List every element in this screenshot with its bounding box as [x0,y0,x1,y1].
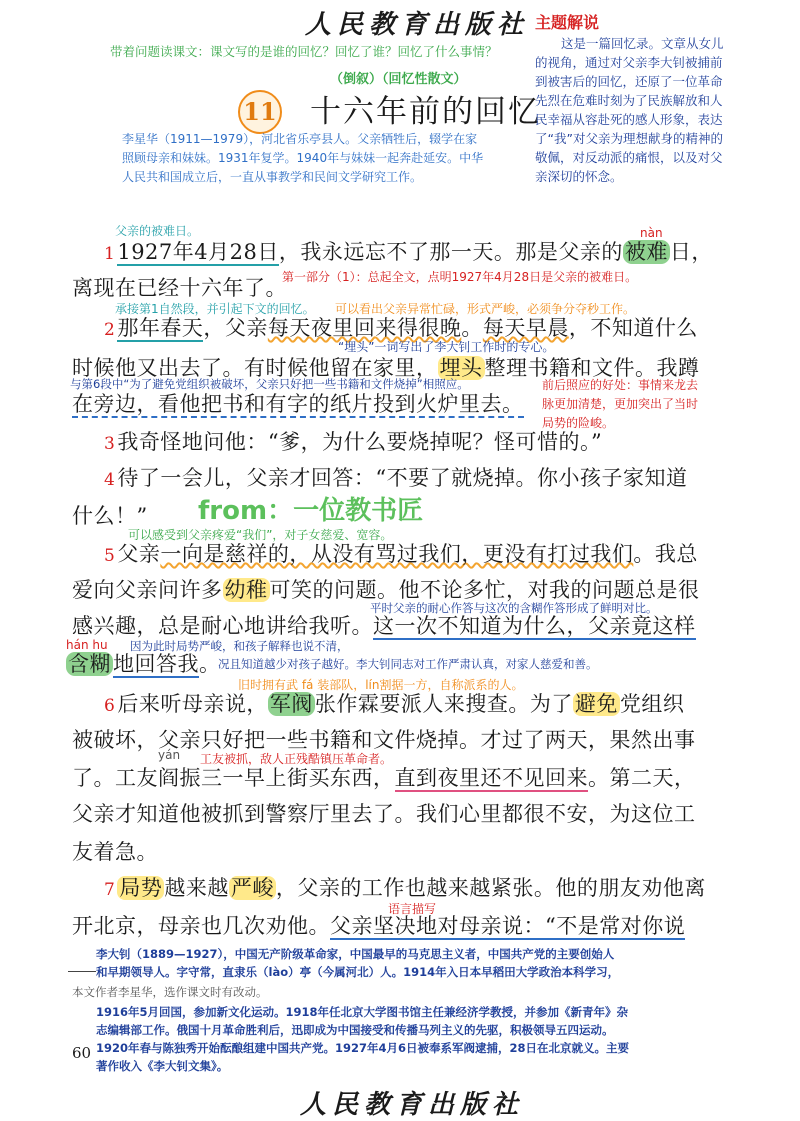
keyword-hanhu: 含糊 [68,652,111,676]
paragraph-number: 3 [104,434,116,454]
annotation-loving-father: 可以感受到父亲疼爱“我们”，对子女慈爱、宽容。 [128,528,393,542]
paragraph-5-line-1 [104,538,698,568]
footnote-line: 1920年春与陈独秀开始酝酿组建中国共产党。1927年4月6日被奉系军阀逮捕，28日在北京就义。主要 [96,1041,630,1055]
text-span: 可笑的问题。他不论多忙，对我的问题总是很 [269,578,700,602]
pinyin-hanhu: hán hu [66,638,108,652]
footnote-divider [68,971,96,972]
annotation-warlord: 旧时拥有武 fá 装部队，lín割据一方，自称派系的人。 [238,678,524,692]
text-span: 在旁边，看他把书和有字的纸片投到火炉里去。 [72,392,524,416]
theme-line: 到被害后的回忆，还原了一位革命 [535,74,723,89]
text-span: 。第二天， [588,766,696,790]
text-span: 日， [669,240,713,264]
footnote-line: 李大钊（1889—1927），中国无产阶级革命家，中国最早的马克思主义者，中国共产党的主要创始人 [96,947,615,961]
paragraph-6-line-5: 友着急。 [72,840,158,864]
text-span: 父亲坚决地对母亲说：“不是常对你说 [330,914,686,938]
paragraph-1-line-2: 离现在已经十六年了。 [72,276,287,300]
keyword-youzhi: 幼稚 [224,578,268,602]
lesson-number-badge [238,90,282,134]
footnote-line: 著作收入《李大钊文集》。 [96,1059,229,1073]
theme-line: 民幸福从容赴死的感人形象，表达 [535,112,723,127]
paragraph-number: 6 [104,696,116,716]
lesson-number: 11 [243,97,277,126]
footnote-line: 和早期领导人。字守常，直隶乐（lào）亭（今属河北）人。1914年入日本早稻田大学政治本科学习， [96,965,620,979]
text-span: ，父亲 [203,316,268,340]
paragraph-number: 2 [104,320,116,340]
annotation-reason-2: 况且知道越少对孩子越好。李大钊同志对工作严肃认真，对家人慈爱和善。 [218,657,598,671]
text-span: 。我总 [633,542,698,566]
author-intro-line: 照顾母亲和妹妹。1931年复学。1940年与妹妹一起奔赴延安。中华 [122,151,484,165]
annotation-transition: 承接第1自然段，并引起下文的回忆。 [115,302,315,316]
paragraph-number: 1 [104,244,116,264]
annotation-echo-benefit [542,376,698,433]
author-intro [122,130,483,187]
text-span: 每天早晨 [482,316,569,340]
text-span: ，不知道什么 [568,316,698,340]
text-span: 一向是慈祥的，从没有骂过我们，更没有打过我们 [160,542,634,566]
paragraph-6-line-4: 父亲才知道他被抓到警察厅里去了。我们心里都很不安，为这位工 [72,802,696,826]
annotation-line: 前后照应的好处：事情来龙去 [542,378,699,392]
keyword-bei-nan: 被难 [624,240,668,264]
annotation-line: 局势的险峻。 [542,416,615,430]
theme-line: 的视角，通过对父亲李大钊被捕前 [535,55,723,70]
keyword-maitou: 埋头 [439,356,483,380]
paragraph-7-line-1 [104,872,706,902]
paragraph-5-line-4 [66,648,221,678]
text-span: 每天夜里回来得很晚 [267,316,462,340]
annotation-echo: 与第6段中“为了避免党组织被破坏，父亲只好把一些书籍和文件烧掉”相照应。 [70,377,469,391]
text-span: 了。工友阎振三一早上街买东西， [72,766,395,790]
keyword-jushi: 局势 [119,876,163,900]
text-span: 感兴趣，总是耐心地讲给我听。 [72,614,373,638]
text-span: 整理书籍和文件。我蹲 [484,356,700,380]
annotation-part-one: 第一部分（1）：总起全文，点明1927年4月28日是父亲的被难日。 [282,270,638,284]
paragraph-5-line-3 [72,610,696,640]
text-span: 我奇怪地问他：“爹，为什么要烧掉呢？怪可惜的。” [117,430,603,454]
paragraph-4-line-2: 什么！” [72,504,148,528]
annotation-contrast: 平时父亲的耐心作答与这次的含糊作答形成了鲜明对比。 [370,601,658,615]
genre-note: （倒叙）（回忆性散文） [330,72,467,87]
theme-text [535,34,724,186]
annotation-maitou: “埋头”一词写出了李大钊工作时的专心。 [338,340,555,354]
theme-line: 这是一篇回忆录。文章从女儿 [561,36,724,51]
text-span: 。 [199,652,221,676]
annotation-worker-arrested: 工友被抓，敌人正残酷镇压革命者。 [200,752,393,766]
footnote-line: 1916年5月回国，参加新文化运动。1918年任北京大学图书馆主任兼经济学教授，并参加《新青年》杂 [96,1005,629,1019]
keyword-junfa: 军阀 [269,692,313,716]
paragraph-6-line-2: 被破坏，父亲只好把一些书籍和文件烧掉。才过了两天，果然出事 [72,728,696,752]
text-span: 待了一会儿，父亲才回答：“不要了就烧掉。你小孩子家知道 [117,466,688,490]
keyword-yanjun: 严峻 [230,876,274,900]
paragraph-6-line-3 [72,762,696,792]
text-span: 时候他又出去了。有时候他留在家里， [72,356,438,380]
annotation-line: 脉更加清楚，更加突出了当时 [542,397,699,411]
text-span: 开北京，母亲也几次劝他。 [72,914,330,938]
theme-title: 主题解说 [535,13,600,32]
text-span: 越来越 [164,876,229,900]
paragraph-2-line-3 [72,388,524,418]
footnote-print: 本文作者李星华，选作课文时有改动。 [72,985,268,999]
annotation-reason: 因为此时局势严峻，和孩子解释也说不清， [130,639,349,653]
publisher-watermark-bottom: 人民教育出版社 [300,1090,525,1120]
text-span: 党组织 [619,692,685,716]
theme-line: 先烈在危难时刻为了民族解放和人 [535,93,723,108]
lesson-title: 十六年前的回忆 [310,94,541,130]
footnote-line: 志编辑部工作。俄国十月革命胜利后，迅即成为中国接受和传播马列主义的先驱，积极领导五四运动。 [96,1023,614,1037]
source-stamp: from：一位教书匠 [198,496,424,526]
publisher-watermark-top: 人民教育出版社 [305,10,530,40]
text-span: 直到夜里还不见回来 [394,766,588,790]
text-span: 这一次不知道为什么，父亲竟这样 [373,614,696,638]
paragraph-number: 4 [104,470,116,490]
date-phrase: 1927年4月28日 [117,240,279,264]
text-span: 张作霖要派人来搜查。为了 [314,692,573,716]
paragraph-3 [104,426,602,456]
text-span: ，父亲的工作也越来越紧张。他的朋友劝他离 [275,876,706,900]
theme-line: 敬佩，对反动派的痛恨，以及对父 [535,150,723,165]
author-intro-line: 人民共和国成立后，一直从事教学和民间文学研究工作。 [122,170,423,184]
annotation-bereavement-day: 父亲的被难日。 [115,224,200,238]
text-span: ，我永远忘不了那一天。那是父亲的 [278,240,623,264]
theme-line: 了“我”对父亲为理想献身的精神的 [535,131,723,146]
paragraph-6-line-1 [104,688,684,718]
pinyin-yan: yán [158,748,181,762]
guide-question: 带着问题读课文：课文写的是谁的回忆？回忆了谁？回忆了什么事情？ [110,44,498,59]
text-span: 爱向父亲问许多 [72,578,223,602]
annotation-language-description: 语言描写 [388,902,437,916]
text-span: 地回答我 [113,652,199,676]
author-intro-line: 李星华（1911—1979），河北省乐亭县人。父亲牺牲后，辍学在家 [122,132,478,146]
paragraph-7-line-2 [72,910,685,940]
text-span: 后来听母亲说， [117,692,268,716]
text-span: 那年春天 [117,316,204,340]
text-span: 。 [461,316,483,340]
keyword-bimian: 避免 [574,692,618,716]
pinyin-nan: nàn [640,226,663,240]
paragraph-1-line-1 [104,236,713,266]
page-number: 60 [72,1044,92,1062]
theme-line: 亲深切的怀念。 [535,169,623,184]
paragraph-number: 5 [104,546,116,566]
paragraph-4-line-1 [104,462,688,492]
text-span: 父亲 [117,542,161,566]
annotation-busy: 可以看出父亲异常忙碌，形式严峻，必须争分夺秒工作。 [335,302,636,316]
paragraph-number: 7 [104,880,116,900]
